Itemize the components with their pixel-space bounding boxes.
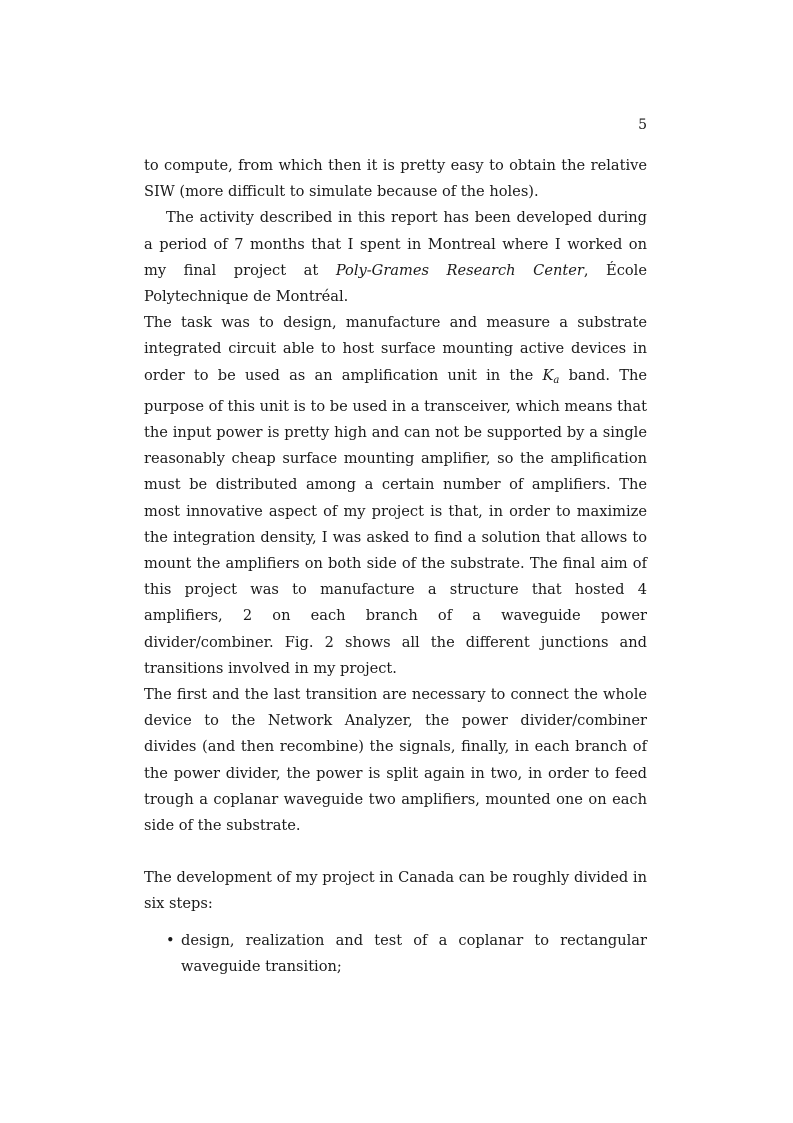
research-center-name: Poly-Grames Research Center [335, 261, 584, 279]
list-item [166, 928, 647, 980]
paragraph-2-tail: , École Polytechnique de Montréal. [144, 261, 647, 306]
bullet-icon: • [166, 931, 175, 949]
steps-list [144, 928, 647, 980]
paragraph-4: The first and the last transition are necessary to connect the whole device to the Network Analyzer, the power divider/combiner divides (and then recombine) the signals, finally, in each branch of the power divider, the power is split again in two, in order to feed trough a coplanar waveguide two amplifiers, mounted one on each side of the substrate. [144, 686, 647, 835]
math-a-subscript: a [553, 374, 560, 386]
paragraph-3-after: band. The purpose of this unit is to be used in a transceiver, which means that the input power is pretty high and can not be supported by a single reasonably cheap surface mounting amplifier, so the amplification must be distributed among a certain number of amplifiers. The most innovative aspect of my project is that, in order to maximize the integration density, I was asked to find a solution that allows to mount the amplifiers on both side of the substrate. The final aim of this project was to manufacture a structure that hosted 4 amplifiers, 2 on each branch of a waveguide power divider/combiner. Fig. 2 shows all the different junctions and transitions involved in my project. [144, 366, 647, 677]
paragraph-2 [144, 205, 647, 310]
paragraph-1: to compute, from which then it is pretty easy to obtain the relative SIW (more difficult to simulate because of the holes). [144, 157, 647, 201]
paragraph-2-text: The activity described in this report has been developed during a period of 7 months that I spent in Montreal where I worked on my final project at [144, 209, 647, 279]
paragraph-3 [144, 310, 647, 682]
page-number: 5 [638, 117, 647, 133]
document-body [144, 153, 647, 980]
list-item-text: design, realization and test of a coplanar to rectangular waveguide transition; [181, 931, 647, 975]
paragraph-5: The development of my project in Canada can be roughly divided in six steps: [144, 869, 647, 913]
paragraph-3-before: The task was to design, manufacture and measure a substrate integrated circuit able to host surface mounting active devices in order to be used as an amplification unit in the [144, 314, 647, 384]
paragraph-gap [144, 839, 647, 865]
math-k-variable: K [542, 366, 554, 384]
